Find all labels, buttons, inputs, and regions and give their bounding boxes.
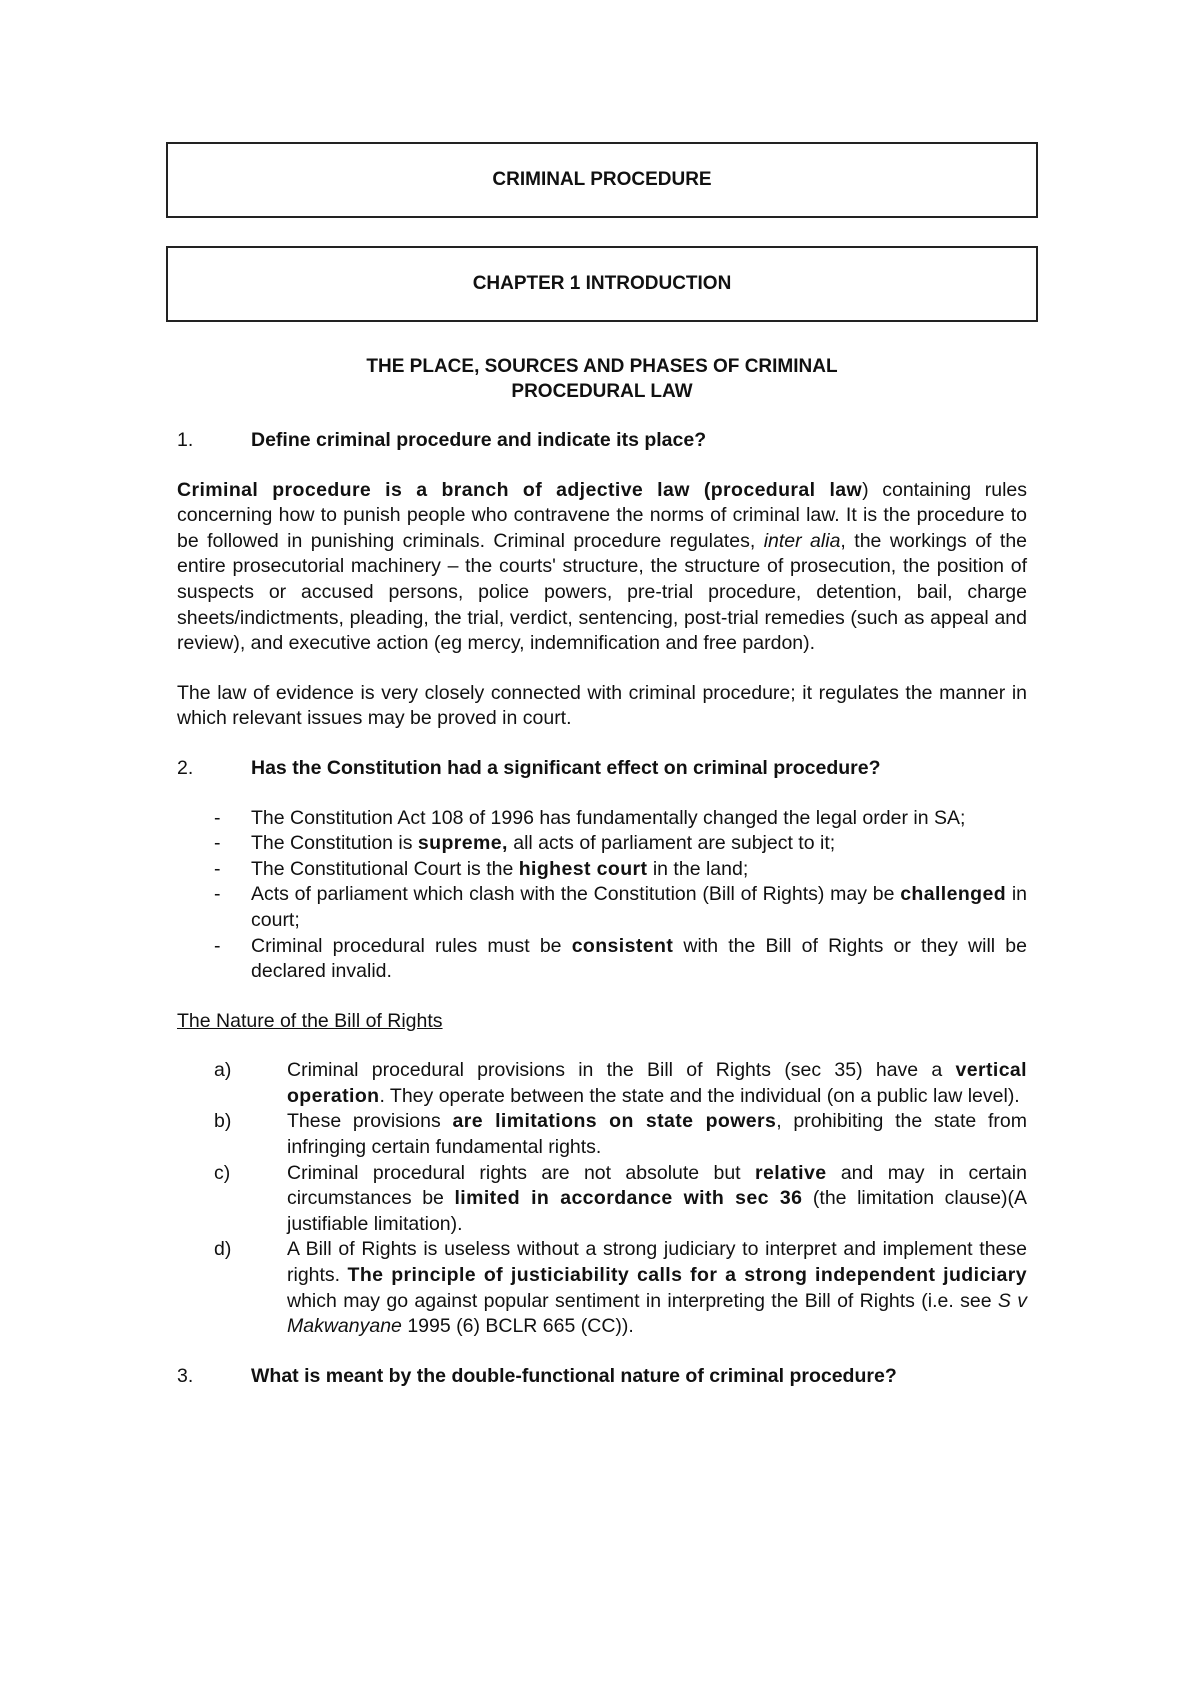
bullet-item	[177, 831, 1027, 857]
section-heading	[166, 354, 1038, 404]
text-run: The Constitutional Court is the	[251, 857, 519, 880]
item-label: a)	[214, 1059, 232, 1082]
lettered-item-c	[177, 1161, 1027, 1238]
dash-marker: -	[214, 832, 221, 855]
item-text	[287, 1109, 1027, 1160]
text-run: Criminal procedural rights are not absolute but	[287, 1161, 755, 1184]
text-run: ) containing rules concerning how to punish people who contravene the norms of criminal law. It is the procedure to be followed in punishing criminals. Criminal procedure regulates,	[177, 478, 1027, 552]
text-run: Criminal procedural provisions in the Bill of Rights (sec 35) have a	[287, 1059, 956, 1082]
text-run: Criminal procedural rules must be	[251, 934, 572, 957]
text-run: A Bill of Rights is useless without a strong judiciary to interpret and implement these rights.	[287, 1238, 1027, 1287]
text-run: (the limitation clause)(A justifiable limitation).	[287, 1187, 1027, 1235]
text-run: , prohibiting the state from infringing certain fundamental rights.	[287, 1110, 1027, 1159]
lettered-item-d	[177, 1237, 1027, 1339]
title-box	[166, 142, 1038, 218]
document-body	[177, 428, 1027, 1389]
bold-term: relative	[754, 1161, 827, 1184]
bold-term: are limitations on state powers	[452, 1110, 777, 1133]
section-heading-line-2: PROCEDURAL LAW	[511, 381, 693, 402]
bullet-text	[251, 831, 1027, 857]
text-run: and may in certain circumstances be	[287, 1161, 1027, 1210]
dash-marker: -	[214, 806, 221, 829]
text-run: , the workings of the entire prosecutorial machinery – the courts' structure, the structure of prosecution, the position of suspects or accused persons, police powers, pre-trial procedure, detention, bail, charge sheets/indictments, pleading, the trial, verdict, sentencing, post-trial remedies (such as appeal and review), and executive action (eg mercy, indemnification and free pardon).	[177, 529, 1028, 655]
answer-paragraph-2: The law of evidence is very closely connected with criminal procedure; it regulates the manner in which relevant issues may be proved in court.	[177, 681, 1027, 730]
section-heading-line-1: THE PLACE, SOURCES AND PHASES OF CRIMINAL	[366, 356, 838, 377]
question-2	[177, 756, 1027, 782]
item-text	[287, 1237, 1027, 1339]
bold-term: supreme,	[417, 832, 508, 855]
question-text: Define criminal procedure and indicate its place?	[251, 429, 707, 451]
italic-term: S v Makwanyane	[287, 1289, 1027, 1338]
text-run: all acts of parliament are subject to it;	[507, 832, 836, 855]
bullet-text	[251, 934, 1027, 985]
text-run: Acts of parliament which clash with the Constitution (Bill of Rights) may be	[251, 883, 901, 906]
subheading: The Nature of the Bill of Rights	[177, 1009, 443, 1032]
text-run: in the land;	[647, 857, 749, 880]
question-number: 2.	[177, 756, 194, 779]
text-run: . They operate between the state and the individual (on a public law level).	[379, 1084, 1020, 1107]
question-1	[177, 428, 1027, 454]
text-run: which may go against popular sentiment in interpreting the Bill of Rights (i.e. see	[287, 1289, 998, 1312]
text-run: with the Bill of Rights or they will be declared invalid.	[251, 934, 1027, 983]
bullet-item	[177, 934, 1027, 985]
question-text: Has the Constitution had a significant effect on criminal procedure?	[251, 756, 881, 779]
bullet-text	[251, 857, 1027, 883]
dash-marker: -	[214, 934, 221, 957]
text-run: in court;	[251, 883, 1027, 931]
chapter-box	[166, 246, 1038, 322]
bullet-item	[177, 882, 1027, 933]
text-run: 1995 (6) BCLR 665 (CC)).	[401, 1315, 634, 1338]
item-text	[287, 1161, 1027, 1238]
bullet-item	[177, 857, 1027, 883]
question-3	[177, 1364, 1027, 1390]
bold-term: highest court	[518, 857, 648, 880]
answer-paragraph-1	[177, 478, 1027, 657]
bold-term: Criminal procedure is a branch of adjective law (procedural law	[177, 478, 863, 501]
question-text: What is meant by the double-functional nature of criminal procedure?	[251, 1364, 897, 1387]
document-title: CRIMINAL PROCEDURE	[492, 169, 712, 190]
question-number: 3.	[177, 1364, 194, 1387]
bold-term: The principle of justiciability calls for a strong independent judiciary	[347, 1264, 1027, 1287]
bold-term: vertical operation	[287, 1059, 1027, 1107]
item-label: d)	[214, 1238, 232, 1261]
chapter-title: CHAPTER 1 INTRODUCTION	[472, 273, 732, 294]
bold-term: consistent	[571, 934, 674, 957]
italic-term: inter alia	[763, 529, 841, 552]
text-run: These provisions	[287, 1110, 453, 1133]
text-run: The Constitution is	[251, 832, 418, 855]
bullet-text: The Constitution Act 108 of 1996 has fundamentally changed the legal order in SA;	[251, 806, 966, 829]
bold-term: challenged	[900, 883, 1007, 906]
dash-marker: -	[214, 883, 221, 906]
bullet-item	[177, 806, 1027, 832]
question-number: 1.	[177, 429, 194, 451]
bold-term: limited in accordance with sec 36	[454, 1187, 803, 1210]
lettered-item-b	[177, 1109, 1027, 1160]
dash-marker: -	[214, 857, 221, 880]
item-text	[287, 1058, 1027, 1109]
bullet-text	[251, 882, 1027, 933]
lettered-item-a	[177, 1058, 1027, 1109]
item-label: c)	[214, 1161, 231, 1184]
item-label: b)	[214, 1110, 232, 1133]
